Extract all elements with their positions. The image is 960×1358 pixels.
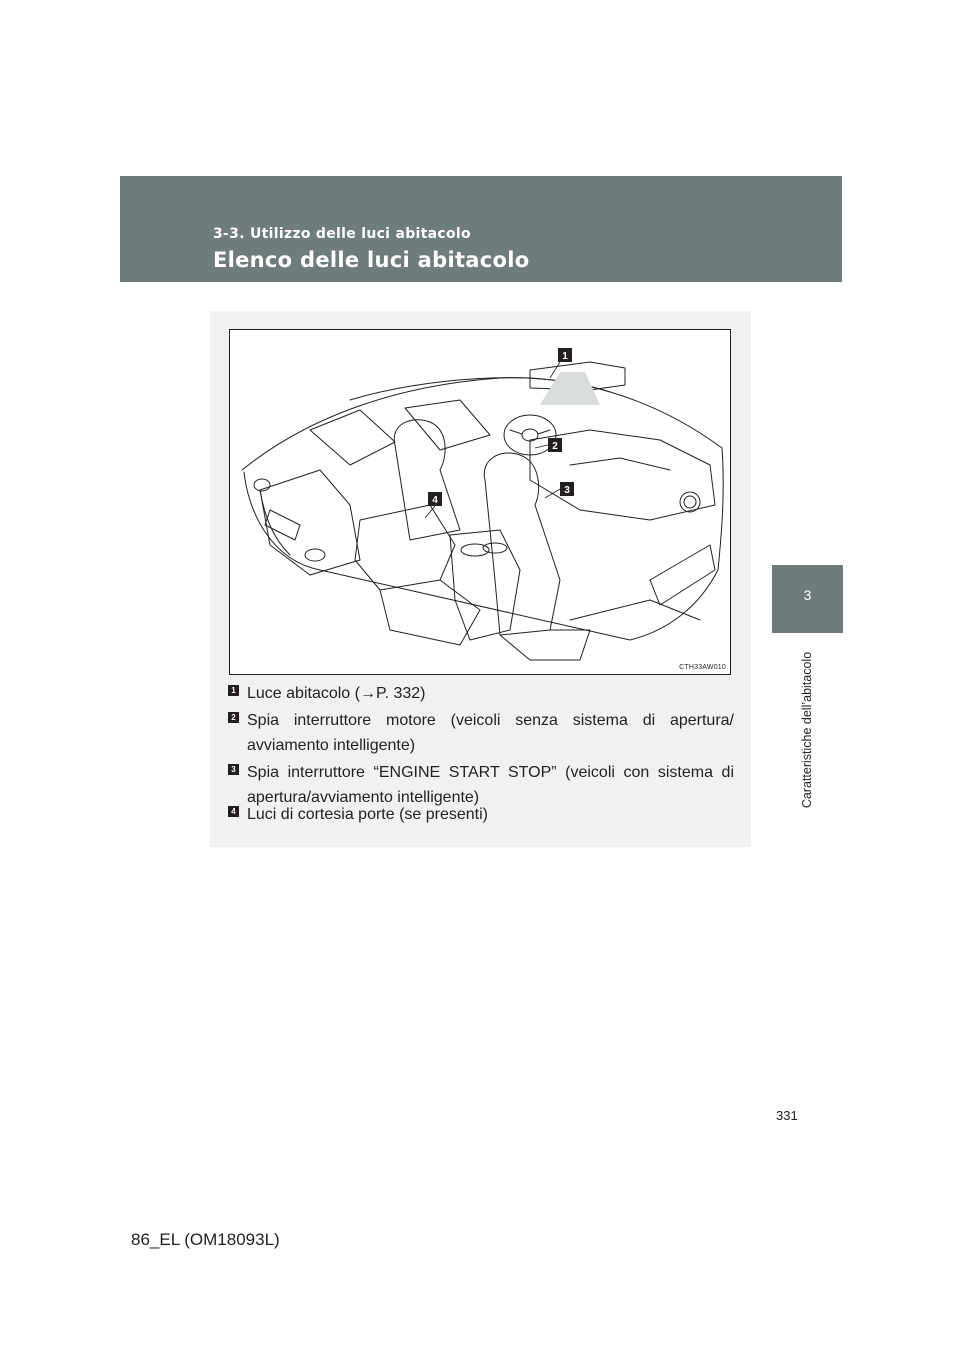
callout-2-label: 2 <box>552 441 558 452</box>
legend-number: 1 <box>228 685 239 696</box>
legend-number: 3 <box>228 764 239 775</box>
cabin-illustration <box>229 329 731 675</box>
content-panel <box>210 311 751 847</box>
page-title: Elenco delle luci abitacolo <box>213 248 530 272</box>
legend-text: Luci di cortesia porte (se presenti) <box>247 806 488 823</box>
legend-text: Spia interruttore “ENGINE START STOP” (veicoli con sistema di apertura/avviamento intelligente) <box>247 764 734 806</box>
car-interior-drawing <box>230 330 730 674</box>
legend-number: 4 <box>228 806 239 817</box>
chapter-number: 3 <box>803 587 812 603</box>
section-label: 3-3. Utilizzo delle luci abitacolo <box>213 226 471 242</box>
callout-1-label: 1 <box>562 351 568 362</box>
chapter-tab[interactable] <box>772 565 843 633</box>
page-number: 331 <box>776 1108 798 1123</box>
chapter-caption: Caratteristiche dell’abitacolo <box>800 651 814 809</box>
callout-4-label: 4 <box>432 495 438 506</box>
header-band <box>120 176 842 282</box>
manual-code: 86_EL (OM18093L) <box>131 1230 280 1249</box>
legend-text: Spia interruttore motore (veicoli senza sistema di apertura/ avviamento intelligente) <box>247 712 734 754</box>
callout-3-label: 3 <box>564 485 570 496</box>
legend-number: 2 <box>228 712 239 723</box>
figure-code: CTH33AW010 <box>679 664 726 671</box>
legend-text: Luce abitacolo (→P. 332) <box>247 685 426 702</box>
